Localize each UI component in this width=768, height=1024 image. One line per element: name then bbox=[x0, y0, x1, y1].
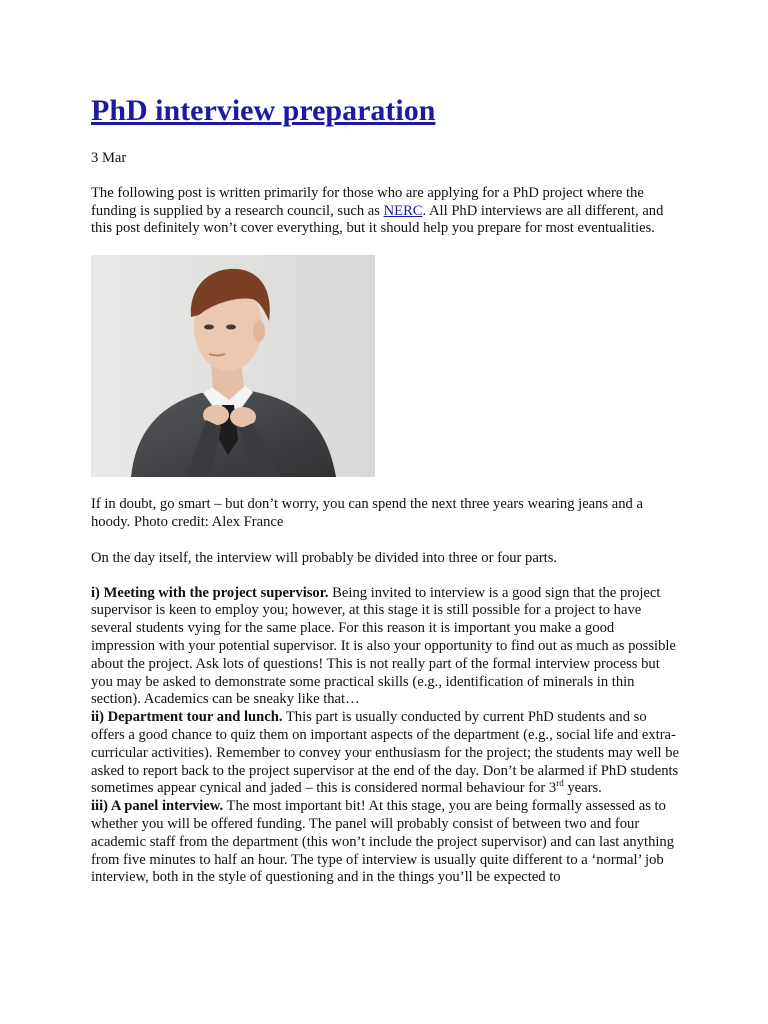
post-title bbox=[91, 92, 681, 130]
section3-text: The most important bit! At this stage, you are being formally assessed as to whether you will be offered funding. The panel will probably consist of between two and four academic staff from the department (this won’t include the project supervisor) and can last anything from five minutes to half an hour. The type of interview is usually quite different to a ‘normal’ job interview, both in the style of questioning and in the things you’ll be expected to bbox=[91, 798, 675, 886]
article bbox=[91, 92, 681, 887]
section2-text: This part is usually conducted by current PhD students and so offers a good chance to quiz them on important aspects of the department (e.g., social life and extra-curricular activities). Remember to convey your enthusiasm for the project; the students may well be asked to report back to the project supervisor at the end of the day. Don’t be alarmed if PhD students sometimes appear cynical and jaded – this is considered normal behaviour for 3 bbox=[91, 709, 680, 797]
intro-text-before: The following post is written primarily for those who are applying for a PhD project where the funding is supplied by a research council, such as bbox=[91, 184, 644, 219]
section2-heading: ii) Department tour and lunch. bbox=[91, 709, 283, 726]
nerc-link[interactable]: NERC bbox=[383, 202, 423, 219]
man-in-suit-photo bbox=[91, 255, 375, 477]
section1-heading: i) Meeting with the project supervisor. bbox=[91, 584, 329, 601]
section3-heading: iii) A panel interview. bbox=[91, 798, 224, 815]
parts-intro: On the day itself, the interview will probably be divided into three or four parts. bbox=[91, 549, 558, 566]
photo-caption: If in doubt, go smart – but don’t worry, you can spend the next three years wearing jeans and a hoody. Photo credit: Alex France bbox=[91, 496, 643, 530]
section-supervisor-meeting bbox=[91, 585, 681, 710]
post-title-link[interactable]: PhD interview preparation bbox=[91, 94, 436, 127]
section2-superscript: rd bbox=[556, 778, 564, 789]
intro-paragraph bbox=[91, 185, 681, 238]
section1-text: Being invited to interview is a good sign that the project supervisor is keen to employ you; however, at this stage it is still possible for a project to have several students vying for the same place. For this reason it is important you make a good impression with your potential supervisor. It is also your opportunity to find out as much as possible about the project. Ask lots of questions! This is not really part of the formal interview process but you may be asked to demonstrate some practical skills (e.g., identification of minerals in thin section). Academics can be sneaky like that… bbox=[91, 584, 676, 708]
section-department-tour bbox=[91, 709, 681, 798]
section-panel-interview bbox=[91, 798, 681, 887]
post-date: 3 Mar bbox=[91, 150, 127, 166]
intro-text-after: . All PhD interviews are all different, and this post definitely won’t cover everything, but it should help you prepare for most eventualities. bbox=[91, 202, 664, 237]
section2-end: years. bbox=[563, 780, 602, 797]
